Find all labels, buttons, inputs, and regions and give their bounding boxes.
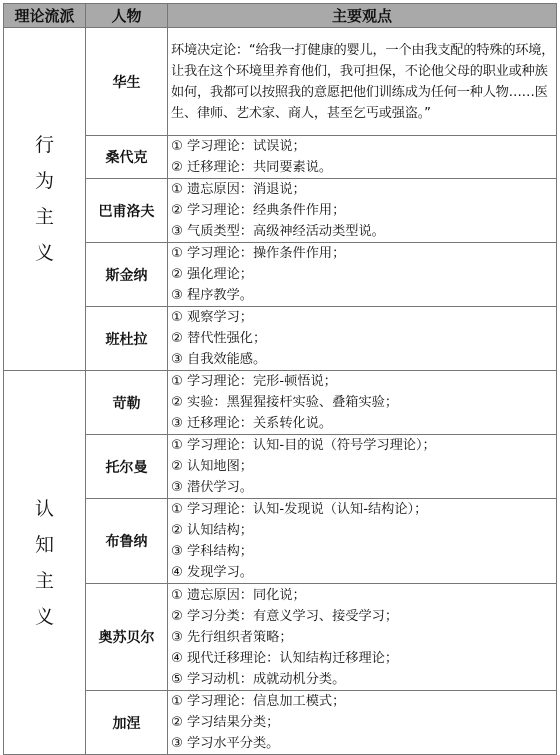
view-item: ② 学习结果分类； (171, 715, 280, 730)
view-item: ① 学习理论：操作条件作用； (171, 246, 346, 261)
view-item: ③ 程序教学。 (171, 288, 253, 303)
views-cell (168, 28, 557, 136)
view-item: ① 学习理论：信息加工模式； (171, 694, 346, 709)
school-name-char: 认 (34, 497, 54, 520)
school-cognitivism (4, 371, 86, 755)
views-cell (168, 584, 557, 691)
view-item: ③ 潜伏学习。 (171, 480, 253, 495)
table-row (4, 584, 557, 691)
table-row (4, 307, 557, 371)
person-name: 巴甫洛夫 (86, 179, 168, 243)
view-item: ① 学习理论：完形-顿悟说； (171, 374, 337, 389)
table-row (4, 28, 557, 136)
view-item: ② 学习理论：经典条件作用； (171, 203, 346, 218)
view-item: ③ 先行组织者策略； (171, 629, 293, 645)
person-name: 布鲁纳 (86, 499, 168, 584)
view-item: ③ 自我效能感。 (171, 352, 267, 367)
person-name: 斯金纳 (86, 243, 168, 307)
view-item: ⑤ 学习动机：成就动机分类。 (171, 671, 346, 687)
view-item: ① 遗忘原因：消退说； (171, 182, 306, 197)
person-name: 奥苏贝尔 (86, 584, 168, 691)
view-item: ③ 学习水平分类。 (171, 736, 280, 751)
person-name: 加涅 (86, 691, 168, 755)
header-person: 人物 (86, 4, 168, 28)
school-name-char: 行 (34, 134, 54, 156)
views-cell (168, 435, 557, 499)
view-item: ② 学习分类：有意义学习、接受学习； (171, 608, 399, 624)
view-item: ② 迁移理论：共同要素说。 (171, 160, 333, 175)
table-row (4, 371, 557, 435)
views-cell (168, 243, 557, 307)
table-row (4, 435, 557, 499)
views-cell (168, 179, 557, 243)
table-row (4, 243, 557, 307)
view-item: ① 观察学习； (171, 310, 253, 325)
school-behaviorism (4, 28, 86, 371)
person-name: 桑代克 (86, 136, 168, 179)
views-cell (168, 371, 557, 435)
table-row (4, 179, 557, 243)
view-item: ④ 现代迁移理论：认知结构迁移理论； (171, 650, 399, 666)
header-views: 主要观点 (168, 4, 557, 28)
school-name-char: 主 (34, 569, 54, 592)
school-name-char: 义 (34, 605, 54, 628)
view-item: ② 替代性强化； (171, 331, 267, 346)
person-name: 班杜拉 (86, 307, 168, 371)
person-name: 华生 (86, 28, 168, 136)
view-item: ④ 发现学习。 (171, 565, 253, 580)
person-name: 苛勒 (86, 371, 168, 435)
school-name-char: 义 (34, 242, 54, 264)
views-cell (168, 307, 557, 371)
view-item: ③ 气质类型：高级神经活动类型说。 (171, 224, 385, 239)
view-item: ② 实验：黑猩猩接杆实验、叠箱实验； (171, 395, 399, 410)
view-item: ① 学习理论：试误说； (171, 139, 306, 154)
header-school: 理论流派 (4, 4, 86, 28)
table-row (4, 136, 557, 179)
view-item: ② 认知结构； (171, 523, 253, 538)
table-row (4, 499, 557, 584)
view-item: ③ 学科结构； (171, 544, 253, 559)
view-item: ③ 迁移理论：关系转化说。 (171, 416, 333, 431)
views-cell (168, 136, 557, 179)
header-row (4, 4, 557, 28)
views-cell (168, 499, 557, 584)
school-name-char: 为 (34, 170, 54, 192)
view-item: ① 学习理论：认知-发现说（认知-结构论）； (171, 502, 428, 517)
view-item: ① 遗忘原因：同化说； (171, 587, 306, 603)
school-name-char: 知 (34, 533, 54, 556)
view-item: ② 强化理论； (171, 267, 253, 282)
view-item: ② 认知地图； (171, 459, 253, 474)
school-name-char: 主 (34, 206, 54, 228)
person-name: 托尔曼 (86, 435, 168, 499)
view-item: ① 学习理论：认知-目的说（符号学习理论）； (171, 438, 436, 453)
view-item: 环境决定论：“给我一打健康的婴儿，一个由我支配的特殊的环境，让我在这个环境里养育他们，我可担保，不论他父母的职业或种族如何，我都可以按照我的意愿把他们训练成为任何一种人物……医生、律师、艺术家、商人，甚至乞丐或强盗。” (171, 42, 555, 121)
theory-table (3, 3, 557, 755)
